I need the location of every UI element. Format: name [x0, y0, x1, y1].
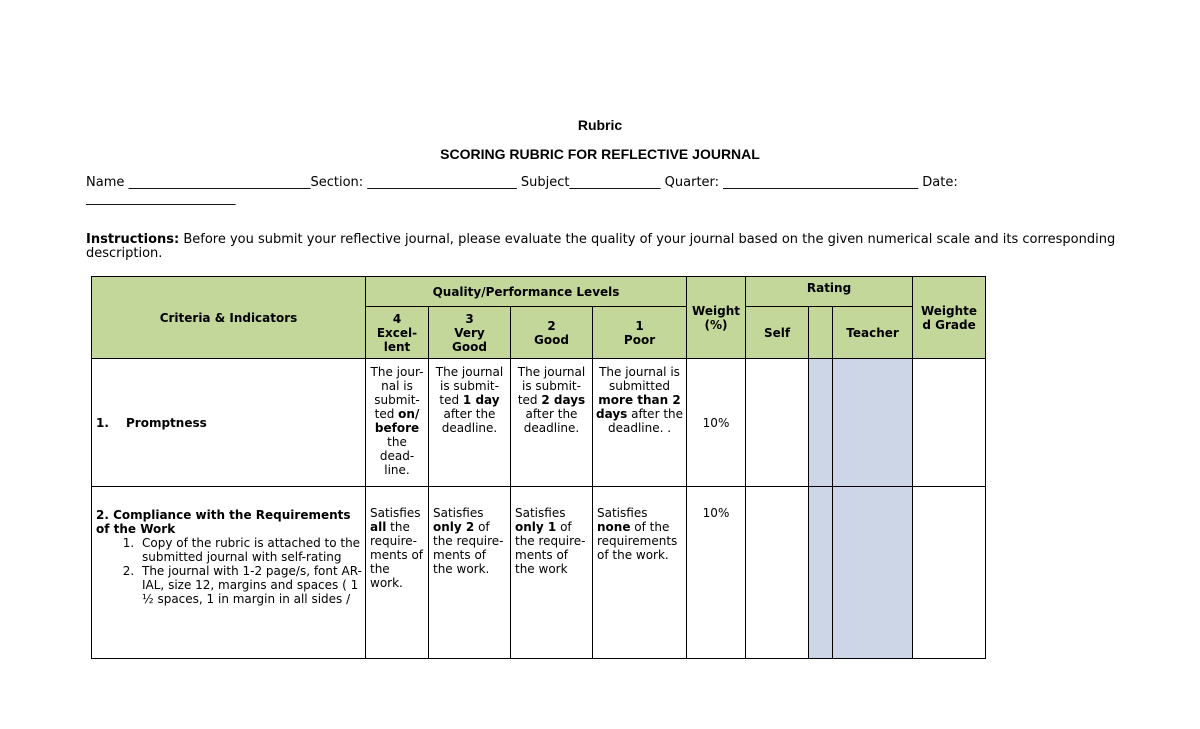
descriptor-emphasis: before — [374, 421, 420, 435]
level-label: Very — [454, 325, 485, 340]
level-label: Good — [534, 332, 569, 347]
teacher-rating-header: Teacher — [833, 307, 913, 359]
level-3-header — [429, 307, 511, 359]
criteria-title: 2. Compliance with the Requirements of the Work — [96, 508, 351, 536]
criteria-cell — [92, 359, 366, 487]
level-1-header — [593, 307, 687, 359]
teacher-rating-cell[interactable] — [833, 359, 913, 487]
descriptor-emphasis: only 1 — [515, 520, 557, 534]
student-info-block — [86, 175, 1126, 207]
descriptor-emphasis: 2 days — [541, 393, 586, 407]
self-rating-header: Self — [746, 307, 809, 359]
descriptor-emphasis: 1 day — [462, 393, 500, 407]
table-row — [92, 359, 986, 487]
level-2-descriptor — [511, 487, 593, 659]
descriptor-text: submit- — [374, 393, 420, 407]
self-rating-cell[interactable] — [746, 359, 809, 487]
level-2-header — [511, 307, 593, 359]
weighted-grade-line: Weighte — [920, 303, 978, 318]
level-2-descriptor — [511, 359, 593, 487]
table-row — [92, 487, 986, 659]
criteria-header: Criteria & Indicators — [92, 277, 366, 359]
descriptor-text: The jour- — [370, 365, 424, 379]
quality-levels-header: Quality/Performance Levels — [366, 277, 687, 307]
level-4-descriptor — [366, 487, 429, 659]
descriptor-text: of the require-ments of the work — [515, 520, 586, 576]
descriptor-text: of the requirements of the work. — [597, 520, 678, 562]
requirements-list — [96, 536, 363, 606]
list-item: 1. Copy of the rubric is attached to the submitted journal with self-rating — [138, 536, 363, 564]
descriptor-emphasis: only 2 — [433, 520, 475, 534]
rubric-title: SCORING RUBRIC FOR REFLECTIVE JOURNAL — [440, 146, 760, 162]
descriptor-text: the — [387, 435, 407, 449]
weight-header-line: Weight — [692, 303, 740, 318]
level-label: Excel- — [376, 325, 418, 340]
rating-spacer-cell — [809, 487, 833, 659]
weighted-grade-cell[interactable] — [913, 359, 986, 487]
descriptor-text: line. — [384, 463, 410, 477]
instructions-text: Before you submit your reflective journal, please evaluate the quality of your journal based on the given numerical scale and its corresponding description. — [86, 232, 1116, 261]
descriptor-text: of the require-ments of the work. — [433, 520, 504, 576]
list-item: 2. The journal with 1-2 page/s, font AR-IAL, size 12, margins and spaces ( 1 ½ spaces, 1 in margin in all sides / — [138, 564, 363, 606]
descriptor-emphasis: none — [597, 520, 631, 534]
descriptor-text: The journal is submit-ted — [435, 365, 504, 407]
level-3-descriptor — [429, 359, 511, 487]
level-label: lent — [383, 339, 411, 354]
level-number: 4 — [392, 311, 402, 326]
level-1-descriptor — [593, 359, 687, 487]
criteria-title: Promptness — [126, 415, 207, 430]
date-blank-line: _______________________ — [86, 191, 236, 206]
descriptor-emphasis: all — [370, 520, 387, 534]
level-label: Poor — [623, 332, 656, 347]
descriptor-text: dead- — [379, 449, 415, 463]
self-rating-cell[interactable] — [746, 487, 809, 659]
student-info-line: Name ____________________________Section: _______________________ Subject______________ Quarter: ______________________________ Date: — [86, 175, 958, 190]
descriptor-emphasis: more than 2 days — [596, 393, 681, 421]
descriptor-text: Satisfies — [433, 506, 484, 520]
level-number: 3 — [465, 311, 474, 326]
instructions-label: Instructions: — [86, 232, 180, 247]
weight-value: 10% — [687, 359, 746, 487]
level-3-descriptor — [429, 487, 511, 659]
teacher-rating-cell[interactable] — [833, 487, 913, 659]
descriptor-text: after the deadline. — [523, 407, 580, 435]
descriptor-text: the require-ments of the work. — [370, 520, 424, 590]
descriptor-emphasis: on/ — [398, 407, 420, 421]
level-number: 2 — [547, 318, 556, 333]
descriptor-text: Satisfies — [597, 506, 648, 520]
descriptor-text: Satisfies — [370, 506, 421, 520]
page-title: Rubric — [577, 117, 623, 133]
rubric-table — [91, 276, 986, 659]
rating-spacer-cell — [809, 359, 833, 487]
weighted-grade-header — [913, 277, 986, 359]
descriptor-text: The journal is submitted — [599, 365, 680, 393]
level-1-descriptor — [593, 487, 687, 659]
descriptor-text: nal is — [381, 379, 413, 393]
criteria-cell — [92, 487, 366, 659]
level-4-header — [366, 307, 429, 359]
criteria-number: 1. — [96, 415, 109, 430]
rating-header: Rating — [746, 277, 913, 307]
level-label: Good — [452, 339, 487, 354]
weight-header — [687, 277, 746, 359]
weight-value: 10% — [687, 487, 746, 659]
descriptor-text: ted — [374, 407, 399, 421]
level-number: 1 — [635, 318, 644, 333]
weighted-grade-line: d Grade — [922, 317, 976, 332]
weighted-grade-cell[interactable] — [913, 487, 986, 659]
level-4-descriptor — [366, 359, 429, 487]
descriptor-text: after the deadline. — [441, 407, 498, 435]
descriptor-text: Satisfies — [515, 506, 566, 520]
weight-header-line: (%) — [704, 317, 728, 332]
rating-spacer-header — [809, 307, 833, 359]
descriptor-text: after the deadline. . — [607, 407, 684, 435]
descriptor-text: The journal is submit-ted — [517, 365, 586, 407]
instructions — [86, 233, 1126, 261]
